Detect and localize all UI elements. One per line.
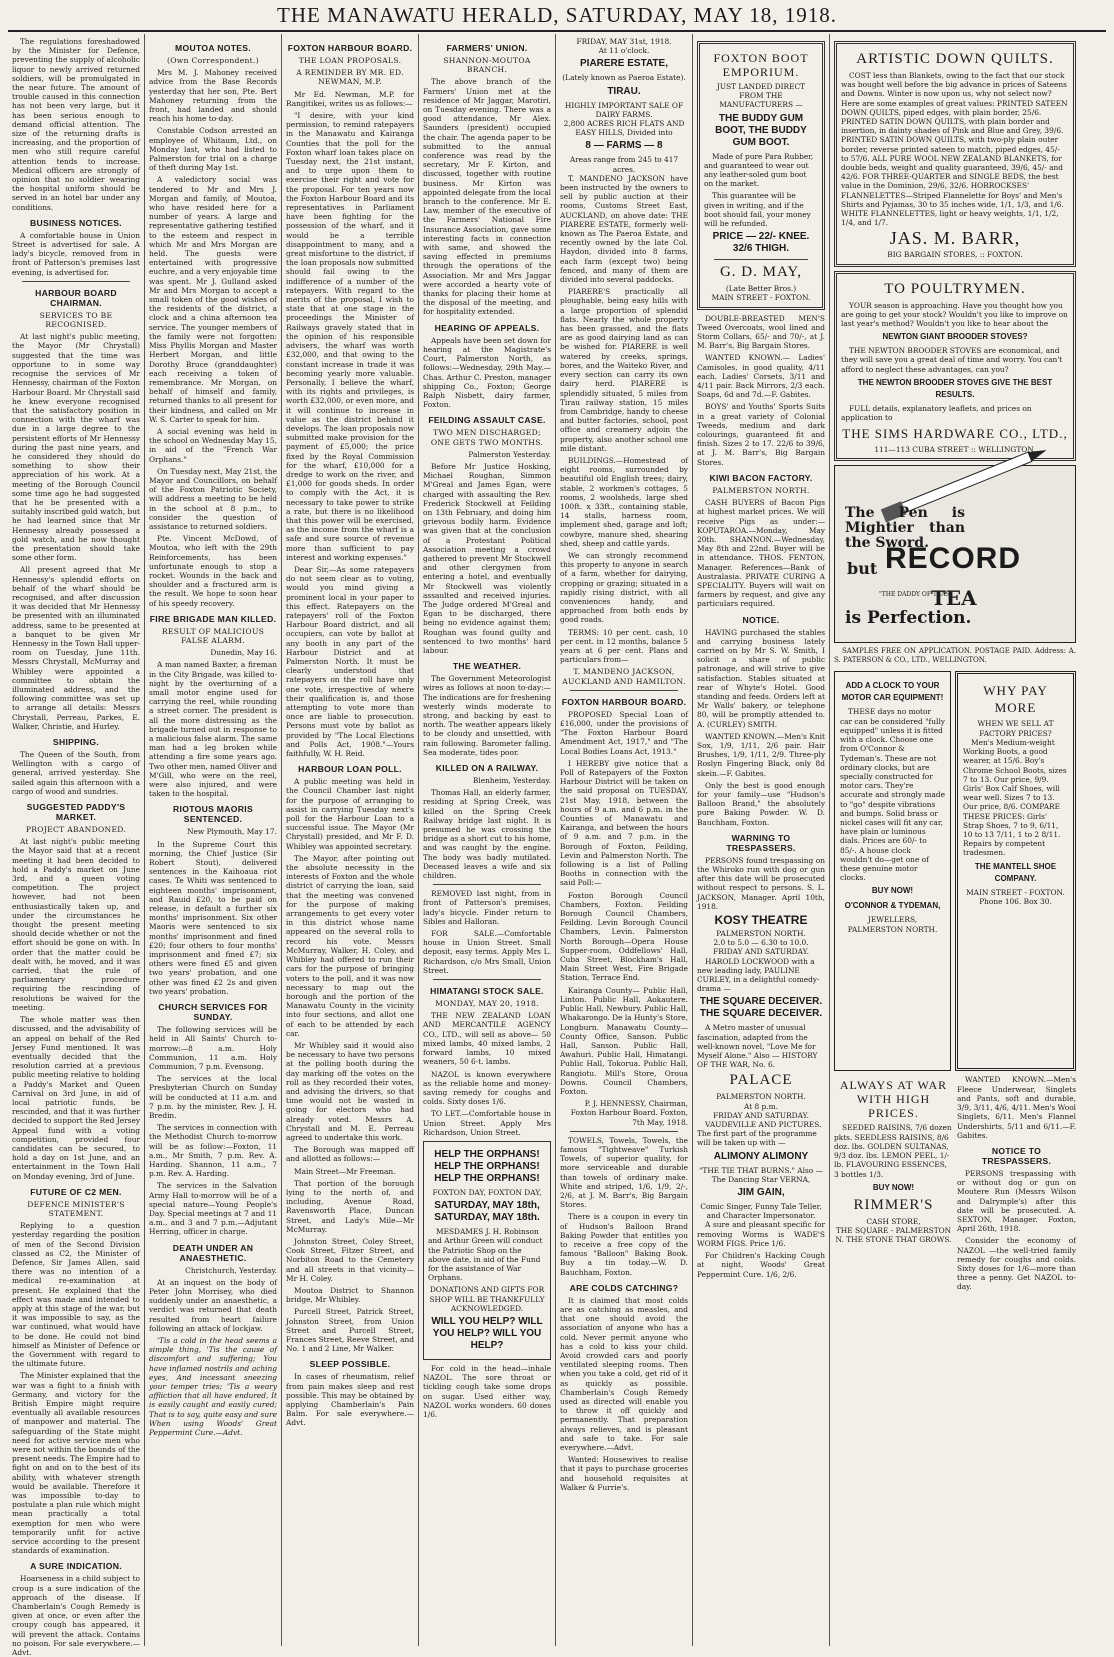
classified-ad: BOYS' and Youths' Sports Suits in a great variety of Colonial Tweeds, medium and dark colourings, guaranteed fit and finish. Sizes 2 to 17. 22/6 to 39/6, at J. M. Barr's, Big Bargain Stores.: [697, 402, 825, 467]
classified-ad: CASH BUYERS of Bacon Pigs at highest market prices. We will receive Pigs as under:— KOPUTAROA.—Monday, May 20th. SHANNON.—Wednesday, May 8th and 22nd. Buyer will be in attendance. THOS. FENTON, Manager. References—Bank of Australasia. PRIVATE CURING A SPECIALITY. Buyers will wait on farmers by request, and give any particulars required.: [697, 498, 825, 609]
article-paragraph: The whole matter was then discussed, and the advisability of an appeal on behalf of the Red Jersey Fund mentioned. It was eventually decided that the resolution carried at a previous public meeting relative to holding a Paddy's Market and Queen Carnival on 3rd June, in aid of local patriotic funds, be rescinded, and that it was further decided to support the Red Jersey Appeal fund with a voting competition, provided four candidates can be secured, to hold a day on 1st June, and an entertainment in the Town Hall on Monday evening, 3rd of June.: [12, 1015, 140, 1181]
column-6: [693, 34, 830, 1646]
divider: [714, 259, 808, 260]
barr-sub: BIG BARGAIN STORES, :: FOXTON.: [887, 250, 1023, 260]
article-paragraph: PROPOSED Special Loan of £16,000, under the provisions of "The Foxton Harbour Board Amendment Act, 1917," and "The Local Bodies Loans Act, 1913.": [560, 709, 688, 756]
orphans-heading: HELP THE ORPHANS! HELP THE ORPHANS! HELP THE ORPHANS!: [434, 1148, 540, 1184]
why-sub: WHEN WE SELL AT FACTORY PRICES?: [977, 719, 1054, 738]
article-paragraph: The Government Meteorologist wires as follows at noon to-day:— The indications are for freshening westerly winds moderate to strong, and backing by east to north. The weather appears likely to be cloudy and unsettled, with rain following. Barometer falling. Sea moderate, tides poor.: [423, 674, 551, 757]
right-classifieds: [957, 1075, 1076, 1294]
barr-name: JAS. M. BARR,: [889, 228, 1021, 249]
clock-buy: BUY NOW!: [871, 886, 914, 896]
classified-ad: A sure and pleasant specific for removing Worms is WADE'S WORM FIGS. Price 1/6.: [697, 1220, 825, 1248]
article-paragraph: Pte. Vincent McDowd, of Moutoa, who left with the 29th Reinforcements, has been unfortunate enough to stop a rocket. Wounds in the back and shoulder and a fractured arm is the result. We hope to soon hear of his speedy recovery.: [149, 534, 277, 608]
palace-body: VAUDEVILLE AND PICTURES. The first part of the programme will be taken up with —: [697, 1120, 822, 1148]
heading-trespassers-2: NOTICE TO TRESPASSERS.: [981, 1145, 1052, 1166]
article-paragraph: The regulations foreshadowed by the Minister for Defence, preventing the supply of alcoholic liquor to newly arrived returned soldiers, will be promulgated in the near future. The amount of trouble caused in this connection has not been very large, but it has been serious enough to demand official attention. The size of the returning drafts is increasing, and the proportion of men who still require careful attention tends to increase. Medical officers are strongly of opinion that no soldier wearing the hospital uniform should be served in an hotel bar under any conditions.: [12, 37, 140, 212]
pen-slogan: The Pen is Mightier than the Sword.: [845, 505, 965, 552]
brooder-stoves: NEWTON GIANT BROODER STOVES?: [882, 332, 1028, 342]
motor-clock-ad: [834, 671, 951, 1071]
boot-title: FOXTON BOOT EMPORIUM.: [713, 51, 809, 79]
article-paragraph: I HEREBY give notice that a Poll of Ratepayers of the Foxton Harbour District will be taken on the said proposal on TUESDAY, 21st May, 1918, between the hours of 9 a.m. and 6 p.m. in the Counties of Manawatu and Kairanga, and between the hours of 9 a.m. and 7 p.m. in the Borough of Foxton, Feilding, Levin and Palmerston North. The following is a list of Polling Booths in connection with the said Poll:—: [560, 758, 688, 888]
farms: 8 — FARMS — 8: [585, 140, 663, 152]
orphans-gifts: DONATIONS AND GIFTS FOR SHOP WILL BE THANKFULLY ACKNOWLEDGED.: [429, 1285, 545, 1313]
classified-ad: Wanted: Housewives to realise that it pays to purchase groceries and household requisites at Walker & Furrie's.: [560, 1455, 688, 1492]
article-paragraph: Mr Whibley said it would also be necessary to have two persons at the polling booth during the day marking off the votes on the roll as they recorded their votes, and advising the drivers, so that time would not be wasted in going for electors who had already voted. Messrs A. Chrystall and M. E. Perreau agreed to undertake this work.: [286, 1040, 414, 1142]
may-sub: (Late Better Bros.): [725, 284, 797, 294]
poultry-body: YOUR season is approaching. Have you thought how you are going to get your stock? Wouldn't you like to improve on last year's method? Wouldn't you like to hear about the: [841, 300, 1068, 329]
orphans-day: FOXTON DAY, FOXTON DAY,: [432, 1187, 542, 1197]
article-paragraph: A public meeting was held in the Council Chamber last night for the purpose of arranging to assist in carrying Tuesday next's poll for the Harbour Loan to a successful issue. The Mayor (Mr Chrystall) presided, and Mr F. D. Whibley was appointed secretary.: [286, 777, 414, 851]
article-paragraph: The services in connection with the Methodist Church to-morrow will be as follow:—Foxton, 11 a.m., Mr Smith, 7 p.m. Rev. A. Harding. Shannon, 11 a.m., 7 p.m. Rev. A. Harding.: [149, 1123, 277, 1179]
heading-riotous-maoris: RIOTOUS MAORIS SENTENCED.: [173, 804, 253, 825]
orphans-ad: [423, 1141, 551, 1360]
boot-desc: Made of pure Para Rubber, and guaranteed to wear out any leather-soled gum boot on the market.: [704, 151, 814, 189]
dateline: New Plymouth, May 17.: [187, 827, 277, 837]
subheading: SHANNON-MOUTOA BRANCH.: [443, 56, 531, 75]
heading-sure-indication: A SURE INDICATION.: [30, 1561, 122, 1572]
record-but: but: [847, 559, 878, 579]
clock-firm: O'CONNOR & TYDEMAN,: [844, 901, 941, 911]
record-tea-ad: [834, 465, 1076, 643]
sale-title: HIGHLY IMPORTANT SALE OF DAIRY FARMS.: [564, 100, 684, 119]
palace-theatre-ad: [697, 1072, 825, 1220]
tirau: TIRAU.: [607, 85, 641, 97]
classified-ad: WANTED KNOWN.— Ladies' Camisoles, in good quality, 4/11 each. Ladies' Corsets, 3/11 and 4/11 pair. Back Mirrors, 2/3 each. Soaps, 6d and 7d.—F. Gabites.: [697, 353, 825, 400]
subheading: (Own Correspondent.): [166, 56, 260, 65]
column-7: [830, 34, 1080, 1646]
article-paragraph: Main Street—Mr Freeman.: [294, 1166, 396, 1176]
quilts-body: COST less than Blankets, owing to the fact that our stock was bought well before the big advance in prices of Sateens and Downs. Winter is now upon us, why not select now? Here are some examples of great values: PRINTED SATEEN DOWN QUILTS, piped edges, with plain border, 25/6. PRINTED SATIN DOWN QUILTS, with plain border and insertion, in dainty shades of Pink and Blue and Grey, 39/6. PRINTED SATIN DOWN QUILTS, with two-ply plain outer border, reverse printed sateen to match, piped edges, 45/- to 57/6. ALL PURE WOOL NEW ZEALAND BLANKETS, for double beds, weight and quality guaranteed, 39/6, 45/- and 42/6. FOR THREE-QUARTER and SINGLE BEDS, the best value in the Dominion, 29/6, 32/6. HORROCKSES' FLANNELETTES—Striped Flannelette for Boys' and Men's Shirts and Pyjamas, 30 to 35 inches wide, 1/1, 1/3, and 1/6. WHITE FLANNELETTES, light or heavy weights, 1/1, 1/2, 1/4, and 1/7.: [841, 71, 1068, 228]
clock-city: PALMERSTON NORTH.: [847, 924, 938, 934]
article-paragraph: The Borough was mapped off and allotted as follows:—: [286, 1145, 414, 1164]
article-paragraph: The services at the local Presbyterian Church on Sunday will be conducted at 11 a.m. and 7 p.m. by the minister, Rev. J. H. Bredin.: [149, 1074, 277, 1120]
rimmer-address: THE SQUARE - PALMERSTON N. THE STONE THAT GROWS.: [835, 1225, 952, 1245]
article-paragraph: Mrs M. J. Mahoney received advice from the Base Records yesterday that her son, Pte. Bert Mahoney returning from the front, had landed and should reach his home to-day.: [149, 68, 277, 124]
article-paragraph: All present agreed that Mr Hennessy's splendid efforts on behalf of the wharf should be recognised, and after discussion it was decided that Mr Hennessy be presented with an illuminated address, same to be presented at a banquet to be given Mr Hennessy in the Town Hall upper-room on Tuesday, June 11th. Messrs Chrystall, McMurray and Whibley were appointed a committee to obtain the illuminated address, and the following committee was set up to arrange all details: Messrs Chrystall, Perreau, Parkes, E. Walker, Christie, and Hurley.: [12, 565, 140, 731]
clock-body: THESE days no motor car can be considered "fully equipped" unless it is fitted with a clock. Choose one from O'Connor & Tydeman's. These are not ordinary clocks, but are specially constructed for motor cars. They're accurate and strongly made to "go" despite vibrations and bumps. Solid brass or nickel cases will fit any car, have plain or luminous dials. Prices are 60/- to 85/-. A house clock wouldn't do—get one of these genuine motor clocks.: [840, 707, 945, 883]
kosy-days: FRIDAY AND SATURDAY.: [713, 947, 809, 957]
subheading: RESULT OF MALICIOUS FALSE ALARM.: [161, 626, 265, 645]
column-5: [556, 34, 693, 1646]
article-paragraph: Hoarseness in a child subject to croup is a sure indication of the approach of the disease. If Chamberlain's Cough Remedy is given at once, or even after the croupy cough has appeared, it will prevent the attack. Contains no poison. For sale everywhere.—Advt.: [12, 1574, 140, 1657]
lower-ads-row: [834, 667, 1076, 1075]
clock-jewellers: JEWELLERS,: [867, 915, 918, 925]
subheading: MONDAY, MAY 20, 1918.: [435, 999, 539, 1009]
estate-sub: (Lately known as Paeroa Estate).: [562, 73, 686, 83]
dateline: Blenheim, Yesterday.: [472, 776, 551, 786]
heading-farmers-union: FARMERS' UNION.: [446, 43, 528, 53]
column-3: [282, 34, 419, 1646]
classified-ad: WANTED KNOWN.—Men's Fleece Underwear, Singlets and Pants, soft and durable, 3/9, 3/11, 4/6, 4/11. Men's Wool Singlets, 6/11. Men's Flannel Undershirts, 5/11 and 6/11.—F. Gabites.: [957, 1075, 1077, 1140]
sale-time: At 11 o'clock.: [598, 46, 650, 56]
rimmer-sub: CASH STORE,: [866, 1216, 921, 1226]
column-4: [419, 34, 556, 1646]
article-paragraph: Before Mr Justice Hosking, Michael Roughan, Simmon M'Greal and James Egan, were charged with assaulting the Rev. Frederick Stockwell at Feilding on 13th February, and doing him grievous bodily harm. Evidence was given that at the conclusion of a Protestant Political Association meeting a crowd gathered to prevent Mr Stockwell and other clergymen from entering a hotel, and eventually Mr Stockwell was violently assaulted and received injuries. The Judge ordered M'Greal and Egan to be discharged, there being no evidence against them; Roughan was found guilty and sentenced to two months' hard labour.: [423, 461, 551, 655]
may-name: G. D. MAY,: [719, 264, 803, 281]
heading-weather: THE WEATHER.: [452, 661, 522, 672]
orphans-body: MESDAMES J. H. Robinson and Arthur Green will conduct the Patriotic Shop on the above date, in aid of the Fund for the assistance of War Orphans.: [428, 1227, 543, 1283]
classified-ad: PERSONS found trespassing on the Whiroko run with dog or gun after this date will be prosecuted without respect to persons. S. L. JACKSON, Manager. April 10th, 1918.: [697, 855, 825, 911]
classified-ad: There is a coupon in every tin of Hudson's Balloon Brand Baking Powder that entitles you to receive a free copy of the famous "Balloon" Baking Book. Buy a tin today.—W. D. Bauchham, Foxton.: [560, 1212, 688, 1277]
record-samples: SAMPLES FREE ON APPLICATION. POSTAGE PAID. Address: A. S. PATERSON & CO., LTD., WELLINGTON.: [834, 647, 1076, 664]
may-address: MAIN STREET - FOXTON.: [711, 293, 811, 303]
palace-title: PALACE: [729, 1072, 793, 1089]
why-title: WHY PAY MORE: [983, 683, 1048, 716]
heading-killed-railway: KILLED ON A RAILWAY.: [435, 763, 539, 774]
classified-ad: Only the best is good enough for your family—use "Hudson's Balloon Brand," the absolutely pure Baking Powder. W. D. Bauchham, Foxton.: [697, 780, 825, 827]
heading-harbour-chairman: HARBOUR BOARD CHAIRMAN.: [35, 287, 117, 308]
divider: [22, 281, 130, 282]
boot-landed: JUST LANDED DIRECT FROM THE MANUFACTURERS —: [716, 82, 806, 110]
article-paragraph: Constable Codson arrested an employee of Whitaum, Ltd., on Monday last, who had listed to Palmerston for trial on a charge of theft during May 1st.: [149, 126, 277, 173]
boot-guarantee: This guarantee will be given in writing, and if the boot should fail, your money will be refunded.: [704, 191, 811, 229]
jim-sub: Comic Singer, Funny Tale Teller, and Character Impersonator.: [700, 1202, 822, 1221]
kosy-theatre-ad: [697, 914, 825, 1069]
newspaper-page: [8, 34, 1106, 1657]
verse: 'Tis a cold in the head seems a simple thing, 'Tis the cause of discomfort and suffering; You have inflamed nostrils and aching eyes, And incessant sneezing your temper tries; 'Tis a weary affliction that all have endured, It is easily caught and easily cured; That is to say, quite easy and sure When using Woods' Great Peppermint Cure.—Advt.: [149, 1335, 277, 1438]
record-perfection: is Perfection.: [845, 608, 972, 629]
kosy-more: A Metro master of unusual fascination, adapted from the well-known novel, "Love Me for Myself Alone." Also — HISTORY OF THE WAR, No. 6.: [697, 1023, 818, 1070]
divider: [570, 1131, 678, 1132]
classified-ad: TO LET.—Comfortable house in Union Street. Apply Mrs Richardson, Union Street.: [423, 1109, 551, 1137]
article-paragraph: PIARERE'S practically all ploughable, being easy hills with a large proportion of splendid flats. Nearly the whole property has been grassed, and the flats are as good dairying land as can be wished for. PIARERE is well watered by creeks, springs, bores, and the Waiteko River, and every section can carry its own dairy herd. PIARERE is splendidly situated, 5 miles from Tirau railway station, 15 miles from Cambridge, handy to cheese and butter factories, school, post office and creamery adjoin the property, also another school one mile distant.: [560, 287, 688, 453]
classified-ad: REMOVED last night, from in front of Patterson's premises, lady's bicycle. Finder return to Sibles and Halloran.: [423, 889, 551, 926]
alimony-sub: "THE TIE THAT BURNS." Also — The Dancing Star VERNA,: [699, 1165, 823, 1184]
article-paragraph: T. MANDENO JACKSON have been instructed by the owners to sell by public auction at their rooms, Customs Street East, AUCKLAND, on above date: THE PIARERE ESTATE, formerly well-known as The Paeroa Estate, and recently owned by the late Col. Haydon, divided into 8 farms, each farm (except two) being fenced, and many of them are divided into several paddocks.: [560, 173, 688, 285]
boot-price: PRICE — 22/- KNEE. 32/6 THIGH.: [712, 231, 810, 255]
heading-paddys-market: SUGGESTED PADDY'S MARKET.: [26, 802, 126, 823]
subheading: PALMERSTON NORTH.: [712, 485, 810, 495]
poultry-body-3: FULL details, explanatory leaflets, and prices on application to: [841, 403, 1032, 423]
article-paragraph: The services in the Salvation Army Hall to-morrow will be of a special nature—Young People's Day. Special meetings at 7 and 11 a.m., and 3 and 7 p.m.—Adjutant Herring, officer in charge.: [149, 1181, 277, 1237]
poultrymen-ad: [834, 271, 1076, 462]
quilts-title: ARTISTIC DOWN QUILTS.: [856, 51, 1054, 67]
always-buy: BUY NOW!: [872, 1182, 915, 1192]
article-paragraph: P. J. HENNESSY, Chairman, Foxton Harbour Board. Foxton, 7th May, 1918.: [570, 1099, 688, 1127]
sims-name: THE SIMS HARDWARE CO., LTD.,: [842, 426, 1068, 442]
article-paragraph: Dear Sir,—As some ratepayers do not seem clear as to voting, would you mind giving a prominent local in your paper to this effect. Ratepayers on the ratepayers' roll of the Foxton Harbour Board district, and all occupiers, can vote by ballot at any booth in any part of the Harbour District and at Palmerston North. It must be clearly understood that ratepayers on the roll have only one vote, irrespective of where their qualification is, and those attempting to vote more than once are liable to prosecution. Persons must vote by ballot as provided by "The Local Elections and Polls Act, 1908."—Yours faithfully, W. H. Reid.: [286, 564, 414, 759]
boot-emporium-ad: [697, 41, 825, 310]
classified-ad: WANTED KNOWN.—Men's Knit Sox, 1/9, 1/11, 2/6 pair. Hair Brushes, 1/9, 1/11, 2/9. Three-ply Roslyn Fingering Black, only 8d skein.—F. Gabites.: [697, 731, 825, 778]
article-paragraph: The Queen of the South, from Wellington with a cargo of general, arrived yesterday. She sailed again this afternoon with a cargo of wood and sundries.: [12, 750, 140, 796]
classified-ad: HAVING purchased the stables and carrying business lately carried on by Mr S. W. Smith, I solicit a share of public patronage, and will strive to give satisfaction. Stables situated at rear of Whyte's Hotel. Good standing and feeds. Orders left at Mr Walls' bakery, or telephone 80, will be promptly attended to. A. (CURLEY) SMITH.: [697, 627, 825, 729]
boot-name: THE BUDDY GUM BOOT, THE BUDDY GUM BOOT.: [715, 112, 807, 148]
divider: [433, 884, 541, 885]
mantell-name: THE MANTELL SHOE COMPANY.: [974, 861, 1057, 883]
article-paragraph: A man named Baxter, a fireman in the City Brigade, was killed to-night by the overturning of a small motor engine used for carrying the reel, while rounding a street corner. The president is all the more distressing as the brigade turned out in response to a malicious false alarm. The same man had a leg broken while attending a fire some years ago. Two other men, named Oliver and M'Gill, who were on the reel, were also injured, and were taken to the hospital.: [149, 660, 277, 799]
article-paragraph: A social evening was held in the school on Wednesday May 15, in aid of the "French War Orphans.": [149, 426, 277, 464]
article-paragraph: The above branch of the Farmers' Union met at the residence of Mr Jaggar, Marotiri, on Tuesday evening. There was a good attendance, Mr Alex. Saunders (president) occupied the chair. The agenda paper to be submitted to the annual conference was read by the secretary, Mr F. Kirton, and discussed, together with routine business. Mr Kirton was appointed delegate from the local branch to the conference. Mr E. Law, member of the executive of the Farmers' National Fire Insurance Association, gave some interesting facts in connection with same, and showed the saving effected in premiums through the operations of the Association. Mr and Mrs Jaggar were accorded a hearty vote of thanks for placing their home at the disposal of the meeting, and for hospitality extended.: [423, 77, 551, 317]
agent: T. MANDENO JACKSON, AUCKLAND AND HAMILTON.: [562, 667, 686, 686]
mantell-address: MAIN STREET - FOXTON. Phone 106. Box 30.: [966, 887, 1065, 906]
article-paragraph: Johnston Street, Coley Street, Cook Street, Fitzer Street, and Norbiton Road to the Cemetery and all streets in that vicinity—Mr H. Coley.: [286, 1236, 414, 1283]
why-pay-more-ad: [955, 671, 1076, 1071]
heading-foxton-harbour-board: FOXTON HARBOUR BOARD.: [287, 43, 413, 53]
article-paragraph: At last night's public meeting, the Mayor (Mr Chrystall) suggested that the time was opportune to in some way recognise the services of Mr Hennessy, chairman of the Foxton Harbour Board. Mr Chrystall said he knew everyone recognised that the satisfactory position in connection with the wharf was due in a large degree to the persistent efforts of Mr Hennessy during the past nine years, and he considered they should do something to show their appreciation of his work. At a meeting of the Borough Council some time ago he had suggested that he be presented with a suitably inscribed gold watch, but he had learned since that Mr Hennessy already possessed a gold watch, and he now thought the presentation should take some other form.: [12, 332, 140, 563]
always-body: SEEDED RAISINS, 7/6 dozen pkts. SEEDLESS RAISINS, 8/6 doz. lbs. GOLDEN SULTANAS, 9/3 doz. lbs. LEMON PEEL, 1/- lb. FLAVOURING ESSENCES, 3 bottles 1/3.: [834, 1123, 952, 1179]
always-title: ALWAYS AT WAR WITH HIGH PRICES.: [839, 1078, 948, 1121]
article-paragraph: BUILDINGS.—Homestead of eight rooms, surrounded by beautiful old English trees; dairy, stable, 2 workmen's cottages, 5 rooms, 2 woolsheds, large shed 100ft. x 33ft., containing stable, 14 stalls, harness room, implement shed, garage and loft; cowbyre, manure shed, shearing shed, sheep and cattle yards.: [560, 455, 688, 548]
classified-ad: THE NEW ZEALAND LOAN AND MERCANTILE AGENCY CO., LTD., will sell as above— 50 mixed lambs, 40 mixed lambs, 2 forward lambs, 10 mixed weaners, 50 6-t. lambs.: [423, 1011, 551, 1067]
article-paragraph: In cases of rheumatism, relief from pain makes sleep and rest possible. This may be obtained by applying Chamberlain's Pain Balm. For sale everywhere.—Advt.: [286, 1372, 414, 1428]
estate-name: PIARERE ESTATE,: [580, 58, 668, 70]
article-paragraph: That portion of the borough lying to the north of, and including, Avenue Road, Ravensworth Place, Duncan Street, and Lady's Mile—Mr McMurray.: [286, 1178, 414, 1234]
classified-ad: DOUBLE-BREASTED MEN'S Tweed Overcoats, wool lined and Storm Collars, 65/- and 70/-, at J. M. Barr's, Big Bargain Stores.: [697, 313, 825, 351]
heading-moutoa-notes: MOUTOA NOTES.: [175, 43, 251, 53]
heading-harbour-loan-poll: HARBOUR LOAN POLL.: [298, 764, 402, 775]
article-paragraph: In the Supreme Court this morning, the Chief Justice (Sir Robert Stout), delivered sentences in the Kaihoaua riot cases. Te Whiti was sentenced to eighteen months' imprisonment, and Rauid £20, to be paid on release, in default a further six months' imprisonment. Six other Maoris were sentenced to six months' imprisonment and fined £20; four others to four months' imprisonment and fined £7; six others were fined £5 and given two years' probation, and one other was fined £2 2s and given two years' probation.: [149, 839, 277, 996]
classified-ad: For Children's Hacking Cough at night, Woods' Great Peppermint Cure. 1/6, 2/6.: [697, 1251, 825, 1279]
article-paragraph: TERMS: 10 per cent. cash, 10 per cent. in 12 months, balance 5 years at 6 per cent. Plans and particulars from—: [560, 627, 688, 665]
heading-death-anaesthetic: DEATH UNDER AN ANAESTHETIC.: [172, 1242, 254, 1263]
palace-days: FRIDAY AND SATURDAY.: [713, 1110, 809, 1120]
article-paragraph: The Mayor, after pointing out the absolute necessity in the interests of Foxton and the whole district of carrying the loan, said that the meeting was convened for the purpose of making arrangements to get every voter in this district whose name appeared on the several rolls to record his vote. Messrs McMurray, Walker, H. Coley, and Whibley had offered to run their cars for the purpose of bringing voters to the poll, and it was now necessary to map out the borough and the portion of the Manawatu County in the vicinity into four sections, and allot one of each to be attended by each car.: [286, 853, 414, 1038]
heading-shipping: SHIPPING.: [52, 737, 100, 748]
classified-ad: TOWELS, Towels, Towels, the famous "Tightweave" Turkish Towels, of superior quality, for more serviceable and durable than towels of ordinary make. White and striped, 1/6, 1/9, 2/-, 2/6, at J. M. Barr's, Big Bargain Stores.: [560, 1135, 688, 1210]
column-2: [145, 34, 282, 1646]
heading-fire-brigade: FIRE BRIGADE MAN KILLED.: [149, 613, 277, 624]
heading-himatangi-sale: HIMATANGI STOCK SALE.: [430, 986, 544, 997]
divider: [570, 690, 678, 691]
dateline: Christchurch, Yesterday.: [185, 1265, 277, 1275]
sale-date: FRIDAY, MAY 31st, 1918.: [576, 37, 672, 46]
kosy-city: PALMERSTON NORTH.: [716, 929, 806, 939]
heading-business-notices: BUSINESS NOTICES.: [29, 217, 122, 228]
article-paragraph: Kairanga County— Public Hall, Linton. Public Hall, Aokautere. Public Hall, Newbury. Public Hall, Whakarongo. De la Hunty's Store, Longburn. Manawatu County— County Office, Sanson. Public Hall, Sanson. Public Hall, Awahuri. Public Hall, Himatangi. Public Hall, Tokorua. Public Hall, Rangiotu. Mill's Store, Oroua Downs. Council Chambers, Foxton.: [560, 985, 688, 1096]
poultry-title: TO POULTRYMEN.: [884, 280, 1026, 297]
article-paragraph: On Tuesday next, May 21st, the Mayor and Councillors, on behalf of the Foxton Patriotic Society, will address a meeting to be held in the school at 8 p.m., to consider the question of assistance to returned soldiers.: [149, 466, 277, 531]
heading-church-services: CHURCH SERVICES FOR SUNDAY.: [158, 1002, 268, 1023]
article-paragraph: At last night's public meeting the Mayor said that at a recent meeting it had been decided to hold a Paddy's market on June 3rd, and a queen voting competition. The project however, had not been enthusiastically taken up, and under the circumstances he thought the present meeting should decide whether or not the effort should be gone on with. In order that the matter could be dealt with, he moved, and it was carried, that the rule of parliamentary procedure requiring the rescinding of resolutions be waived for the meeting.: [12, 837, 140, 1012]
divider: [433, 979, 541, 980]
article-paragraph: Appeals have been set down for hearing at the Magistrate's Court, Palmerston North, as follows:—Wednesday, 29th May.—Chas. Arthur C. Preston, manager shipping Co., Foxton; George Ralph Nisbett, dairy farmer, Foxton.: [423, 335, 551, 410]
palace-city: PALMERSTON NORTH.: [716, 1092, 806, 1102]
kosy-title: KOSY THEATRE: [714, 913, 808, 928]
heading-notice: NOTICE.: [742, 614, 780, 625]
article-paragraph: The following services will be held in All Saints' Church to-morrow:—8 a.m. Holy Communion, 11 a.m. Holy Communion, 7 p.m. Evensong.: [149, 1025, 277, 1071]
brooder-results: THE NEWTON BROODER STOVES GIVE THE BEST RESULTS.: [857, 377, 1053, 399]
dateline: Palmerston Yesterday.: [468, 449, 551, 459]
masthead: THE MANAWATU HERALD, SATURDAY, MAY 18, 1918.: [8, 0, 1106, 32]
record-daddy: "THE DADDY OF TEAS": [879, 591, 953, 599]
dateline: Dunedin, May 16.: [210, 648, 277, 658]
classified-ad: PERSONS trespassing with or without dog or gun on Moutere Run (Messrs Wilson and Dalrymple's) after this date will be prosecuted. A. SEXTON, Manager. Foxton, April 26th, 1918.: [957, 1168, 1076, 1234]
article-paragraph: The Minister explained that the war was a fight to a finish with Germany, and victory for the British Empire might require eventually all available resources of manpower and material. The safeguarding of the State might need for active service men who were not within the bounds of the present needs. The Empire had to fight on and on to the best of its ability, with whatever strength would be available. Therefore it was impossible to-day to postulate a plan rule which might mean practically a total exemption for men who were temporarily unfit for active service according to the present standards of examination.: [12, 1371, 140, 1556]
classified-ad: For cold in the head—inhale NAZOL. The sore throat or tickling cough take some drops on sugar. Used either way, NAZOL works wonders. 60 doses 1/6.: [423, 1363, 551, 1419]
article-paragraph: "I desire, with your kind permission, to remind ratepayers in the Manawatu and Kairanga Counties that the poll for the Foxton wharf loan takes place on Tuesday next, the 21st instant, and to urge upon them to exercise their right and vote for the proposal. For ten years now the Foxton Harbour Board and its representatives in Parliament have been fighting for the possession of the wharf, and it would be a terrible disappointment to many, and a great misfortune to the district, if the loan proposals now submitted should fail owing to the indifference of a number of the ratepayers. With regard to the merits of the proposal, I wish to state that at one stage in the proceedings the Minister of Railways gravely stated that in the opinion of his responsible advisers, the wharf was worth £32,000, and that owing to the constant increase in trade it was becoming yearly more valuable. Personally, I believe the wharf, with its rights and privileges, is worth £32,000, or even more, and it will continue to increase in value as the district behind it develops. The loan proposals now submitted make provision for the payment of £5,000; the price fixed by the Royal Commission for the wharf, £10,000 for a dredge to work on the river, and £1,000 for goods sheds. In order to comply with the Act, it is necessary to take power to strike a rate, but there is no likelihood that this power will be exercised, as the income from the wharf is a safe and sure source of revenue more than sufficient to pay interest and working expenses.": [286, 111, 414, 562]
article-paragraph: Purcell Street, Patrick Street, Johnston Street, from Union Street and Purcell Street, Frances Street, Reeve Street, and No. 1 and 2 Line, Mr Walker.: [286, 1307, 414, 1354]
orphans-help: WILL YOU HELP? WILL YOU HELP? WILL YOU HELP?: [431, 1315, 543, 1351]
record-tea: TEA: [931, 586, 977, 611]
heading-hearing-appeals: HEARING OF APPEALS.: [434, 322, 540, 333]
estate-sale-ad: [560, 37, 688, 174]
heading-kiwi-bacon: KIWI BACON FACTORY.: [709, 472, 813, 483]
poultry-body-2: THE NEWTON BROODER STOVES are economical, and they will save you a great deal of time and worry. You can't afford to neglect these advantages, can you?: [841, 346, 1063, 374]
subheading: A REMINDER BY MR. ED. NEWMAN, M.P.: [296, 68, 404, 87]
classified-ad: NAZOL is known everywhere as the reliable home and money-saving remedy for coughs and colds. Sixty doses 1/6.: [423, 1069, 551, 1107]
article-paragraph: Mr Ed. Newman, M.P. for Rangitikei, writes us as follows:—: [286, 89, 414, 108]
classified-ad: Consider the economy of NAZOL —the well-tried family remedy for coughs and colds. Sixty doses for 1/6—more than three a penny. Get NAZOL to-day.: [957, 1236, 1076, 1292]
heading-sleep-possible: SLEEP POSSIBLE.: [309, 1359, 391, 1370]
clock-title: ADD A CLOCK TO YOUR MOTOR CAR EQUIPMENT!: [841, 681, 944, 703]
classified-ad: FOR SALE.—Comfortable house in Union Street. Small deposit, easy terms. Apply Mrs L. Richardson, c/o Mrs Small, Union Street.: [423, 929, 551, 975]
rimmer-name: RIMMER'S: [853, 1196, 934, 1213]
heading-loan-notice: FOXTON HARBOUR BOARD.: [561, 696, 687, 707]
article-paragraph: We can strongly recommend this property to anyone in search of a farm, whether for dairying, cropping or grazing; situated in a rapidly rising district, with all conveniences handy, and approached from both ends by good roads.: [560, 550, 688, 625]
palace-time: At 8 p.m.: [743, 1101, 778, 1111]
heading-feilding-assault: FEILDING ASSAULT CASE.: [428, 415, 546, 426]
article-paragraph: At an inquest on the body of Peter John Morrisey, who died suddenly under an anaesthetic, a verdict was returned that death resulted from heart failure following an attack of lockjaw.: [149, 1277, 277, 1333]
rimmers-ad: [834, 1075, 953, 1294]
bottom-ads-row: [834, 1075, 1076, 1294]
heading-future-c2-men: FUTURE OF C2 MEN.: [30, 1186, 122, 1197]
alimony: ALIMONY ALIMONY: [713, 1150, 809, 1162]
heading-trespassers: WARNING TO TRESPASSERS.: [726, 832, 796, 853]
sims-address: 111—113 CUBA STREET :: WELLINGTON.: [874, 445, 1036, 455]
subheading: THE LOAN PROPOSALS.: [298, 56, 402, 65]
record-brand: RECORD: [885, 542, 1022, 576]
acres: 2,800 ACRES RICH FLATS AND EASY HILLS, Divided into: [563, 119, 685, 138]
subheading: TWO MEN DISCHARGED; ONE GETS TWO MONTHS.: [430, 428, 544, 447]
kosy-body: HAROLD LOCKWOOD with a new leading lady, PAULINE CURLEY, in a delightful comedy-drama —: [697, 956, 820, 994]
article-paragraph: Foxton Borough Council Chambers, Foxton. Feilding Borough Council Chambers, Feilding. Levin Borough Council Chambers, Levin. Palmerston North Borough—Opera House Supper-room, Oddfellows' Hall, Cuba Street, Blockham's Hall, Main Street West, Fire Brigade Station, Terrace End.: [560, 890, 688, 983]
kosy-film: THE SQUARE DECEIVER. THE SQUARE DECEIVER.: [699, 996, 823, 1020]
areas: Areas range from 245 to 417 acres.: [569, 155, 679, 174]
column-1: [8, 34, 145, 1657]
orphans-date: SATURDAY, MAY 18th, SATURDAY, MAY 18th.: [434, 1200, 540, 1224]
down-quilts-ad: [834, 41, 1076, 267]
subheading: PROJECT ABANDONED.: [25, 825, 127, 835]
article-paragraph: Thomas Hall, an elderly farmer, residing at Spring Creek, was killed on the Spring Creek Railway bridge last night. It is presumed he was crossing the bridge as a short cut to his home, and was caught by the engine. The body was badly mutilated. Deceased leaves a wife and six children.: [423, 788, 551, 881]
kosy-time: 2.0 to 5.0 — 6.30 to 10.0.: [713, 938, 809, 948]
subheading: DEFENCE MINISTER'S STATEMENT.: [27, 1199, 125, 1218]
article-paragraph: Replying to a question yesterday regarding the position of men of the Second Division classed as C2, the Minister of Defence, Sir James Allen, said there was no intention of a medical re-examination at present. He explained that the effect was made and intended to apply at this stage of the war, but it was impossible to say, as the war continued, what would have to be done. He could not bind himself as Minister of Defence or the Government with regard to the ultimate future.: [12, 1221, 140, 1369]
subheading: SERVICES TO BE RECOGNISED.: [39, 310, 113, 330]
article-paragraph: A comfortable house in Union Street is advertised for sale. A lady's bicycle, removed from in front of Patterson's premises last evening, is advertised for.: [12, 230, 140, 277]
heading-colds: ARE COLDS CATCHING?: [569, 1282, 679, 1293]
article-paragraph: It is claimed that most colds are as catching as measles, and that one should avoid the association of anyone who has a cold. Never permit anyone who has a cold to kiss your child. Avoid crowded cars and poorly ventilated sleeping rooms. Then when you take a cold, get rid of it as quickly as possible. Chamberlain's Cough Remedy used as directed will enable you to throw it off quickly and permanently. That preparation always relieves, and is pleasant and safe to take. For sale everywhere.—Advt.: [560, 1295, 688, 1453]
article-paragraph: A valedictory social was tendered to Mr and Mrs J. Morgan and family, of Moutoa, who have resided here for a number of years. A large and representative gathering testified to the esteem and respect in which Mr and Mrs Morgan are held. The guests were entertained with progressive euchre, and a very enjoyable time was spent. Mr J. Gulland asked Mr and Mrs Morgan to accept a small token of the good wishes of the residents of the district, a clock and a china afternoon tea service. The younger members of the family were not forgotten: Miss Phyllis Morgan and Master Herbert Morgan, and little Dorothy Bruce (granddaughter) each receiving a token of remembrance. Mr Morgan, on behalf of himself and family, returned thanks to all present for their kindness, and called on Mr W. S. Carter to speak for him.: [149, 175, 277, 424]
article-paragraph: Moutoa District to Shannon bridge, Mr Whibley.: [286, 1286, 414, 1305]
jim-gain: JIM GAIN,: [737, 1187, 785, 1199]
why-body: Men's Medium-weight Working Boots, a good wearer, at 15/6. Boy's Chrome School Boots, sizes 7 to 13. Our price, 9/9. Girls' Box Calf Shoes, will wear well. Sizes 7 to 13. Our price, 8/6. COMPARE THESE PRICES: Girls' Strap Shoes, 7 to 9, 6/11, 10 to 13 7/11, 1 to 2 8/11. Repairs by competent tradesmen.: [963, 737, 1067, 858]
